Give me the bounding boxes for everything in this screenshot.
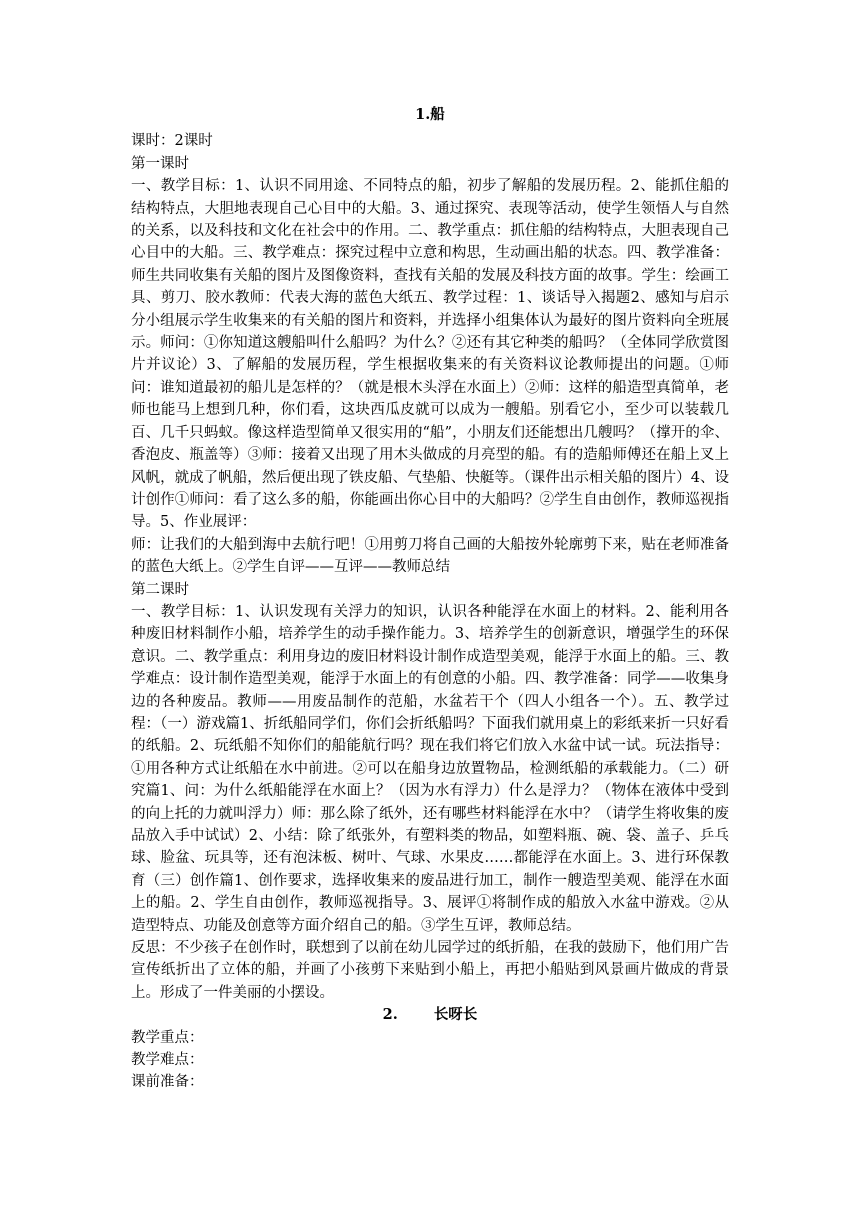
second-lesson-heading: 第二课时 — [131, 581, 189, 598]
lesson2-preparation: 课前准备： — [131, 1074, 204, 1091]
document-page — [131, 104, 729, 1094]
second-lesson-body: 一、教学目标：1、认识发现有关浮力的知识，认识各种能浮在水面上的材料。2、能利用各种废旧材料制作小船，培养学生的动手操作能力。3、培养学生的创新意识，增强学生的环保意识。二、教学重点：利用身边的废旧材料设计制作成造型美观，能浮于水面上的船。三、教学难点：设计制作造型美观，能浮于水面上的有创意的小船。四、教学准备：同学——收集身边的各种废品。教师——用废品制作的范船，水盆若干个（四人小组各一个）。五、教学过程：（一）游戏篇1、折纸船同学们，你们会折纸船吗？下面我们就用桌上的彩纸来折一只好看的纸船。2、玩纸船不知你们的船能航行吗？现在我们将它们放入水盆中试一试。玩法指导：①用各种方式让纸船在水中前进。②可以在船身边放置物品，检测纸船的承载能力。（二）研究篇1、问：为什么纸船能浮在水面上？（因为水有浮力）什么是浮力？（物体在液体中受到的向上托的力就叫浮力）师：那么除了纸外，还有哪些材料能浮在水中？（请学生将收集的废品放入手中试试）2、小结：除了纸张外，有塑料类的物品，如塑料瓶、碗、袋、盖子、乒乓球、脸盆、玩具等，还有泡沫板、树叶、气球、水果皮……都能浮在水面上。3、进行环保教育（三）创作篇1、创作要求，选择收集来的废品进行加工，制作一艘造型美观、能浮在水面上的船。2、学生自由创作，教师巡视指导。3、展评①将制作成的船放入水盆中游戏。②从造型特点、功能及创意等方面介绍自己的船。③学生互评，教师总结。 — [131, 603, 729, 934]
lesson2-key-points: 教学重点： — [131, 1029, 204, 1046]
reflection-paragraph: 反思：不少孩子在创作时，联想到了以前在幼儿园学过的纸折船，在我的鼓励下，他们用广告宣传纸折出了立体的船，并画了小孩剪下来贴到小船上，再把小船贴到风景画片做成的背景上。形成了一件美丽的小摆设。 — [131, 940, 729, 1001]
first-lesson-tail: 师：让我们的大船到海中去航行吧！①用剪刀将自己画的大船按外轮廓剪下来，贴在老师准备的蓝色大纸上。②学生自评——互评——教师总结 — [131, 536, 729, 576]
lesson2-title-line — [131, 1004, 729, 1026]
lesson1-title: 1.船 — [415, 106, 445, 123]
first-lesson-body: 一、教学目标：1、认识不同用途、不同特点的船，初步了解船的发展历程。2、能抓住船的结构特点，大胆地表现自己心目中的大船。3、通过探究、表现等活动，使学生领悟人与自然的关系，以及科技和文化在社会中的作用。二、教学重点：抓住船的结构特点，大胆表现自己心目中的大船。三、教学难点：探究过程中立意和构思，生动画出船的状态。四、教学准备：师生共同收集有关船的图片及图像资料，查找有关船的发展及科技方面的故事。学生：绘画工具、剪刀、胶水教师：代表大海的蓝色大纸五、教学过程：1、谈话导入揭题2、感知与启示分小组展示学生收集来的有关船的图片和资料，并选择小组集体认为最好的图片资料向全班展示。师问：①你知道这艘船叫什么船吗？为什么？②还有其它种类的船吗？（全体同学欣赏图片并议论）3、了解船的发展历程，学生根据收集来的有关资料议论教师提出的问题。①师问：谁知道最初的船儿是怎样的？（就是根木头浮在水面上）②师：这样的船造型真简单，老师也能马上想到几种，你们看，这块西瓜皮就可以成为一艘船。别看它小，至少可以装载几百、几千只蚂蚁。像这样造型简单又很实用的“船”，小朋友们还能想出几艘吗？（撑开的伞、香泡皮、瓶盖等）③师：接着又出现了用木头做成的月亮型的船。有的造船师傅还在船上叉上风帆，就成了帆船，然后便出现了铁皮船、气垫船、快艇等。（课件出示相关船的图片）4、设计创作①师问：看了这么多的船，你能画出你心目中的大船吗？②学生自由创作，教师巡视指导。5、作业展评： — [131, 178, 729, 531]
lesson2-title: 长呀长 — [433, 1006, 478, 1024]
first-lesson-heading: 第一课时 — [131, 155, 189, 172]
lesson2-difficulties: 教学难点： — [131, 1052, 204, 1069]
lesson1-hours: 课时：2课时 — [131, 133, 213, 150]
lesson2-number: 2. — [382, 1006, 398, 1024]
